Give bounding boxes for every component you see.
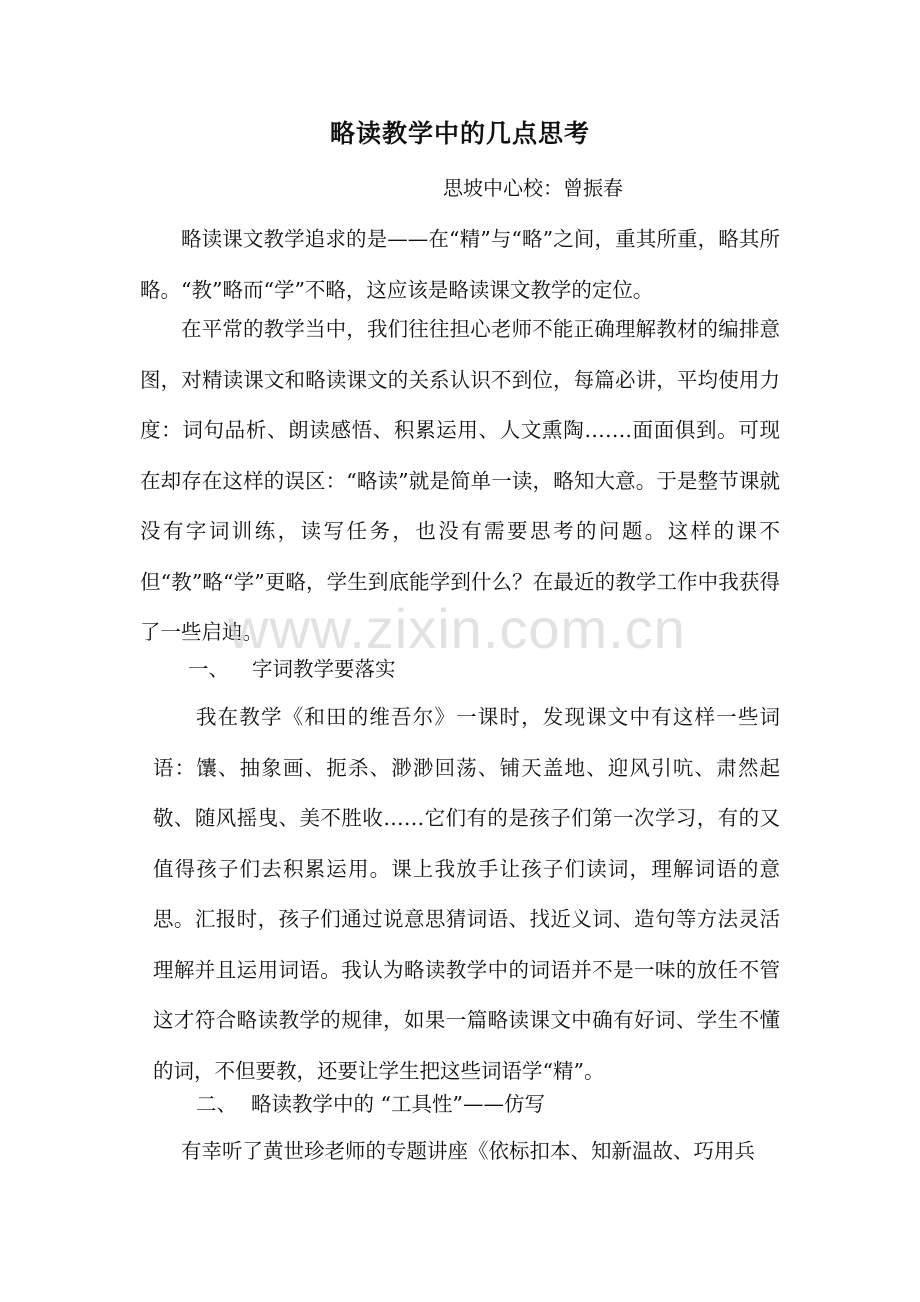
paragraph-vocabulary: 我在教学《和田的维吾尔》一课时，发现课文中有这样一些词语：馕、抽象画、扼杀、渺渺回荡、铺天盖地、迎风引吭、肃然起敬、随风摇曳、美不胜收……它们有的是孩子们第一次学习，有的又值得孩子们去积累运用。课上我放手让孩子们读词，理解词语的意思。汇报时，孩子们通过说意思猜词语、找近义词、造句等方法灵活理解并且运用词语。我认为略读教学中的词语并不是一味的放任不管这才符合略读教学的规律，如果一篇略读课文中确有好词、学生不懂的词，不但要教，还要让学生把这些词语学“精”。	[153, 705, 780, 1083]
paragraph-imitation-writing: 有幸听了黄世珍老师的专题讲座《依标扣本、知新温故、巧用兵	[181, 1139, 755, 1163]
section-heading-2-text: 略读教学中的 “工具性”——仿写	[251, 1092, 545, 1116]
section-heading-1-number: 一、	[188, 657, 229, 681]
section-heading-1	[188, 644, 396, 695]
section-heading-2-number: 二、	[196, 1092, 237, 1116]
document-title: 略读教学中的几点思考	[329, 119, 590, 148]
author-line: 思坡中心校：曾振春	[443, 176, 623, 200]
watermark: www.zixin.com.cn	[228, 597, 686, 660]
paragraph-intro: 略读课文教学追求的是——在“精”与“略”之间，重其所重，略其所略。“教”略而“学”不略，这应该是略读课文教学的定位。	[140, 227, 780, 302]
section-heading-2	[196, 1079, 545, 1130]
paragraph-problem: 在平常的教学当中，我们往往担心老师不能正确理解教材的编排意图，对精读课文和略读课文的关系认识不到位，每篇必讲，平均使用力度：词句品析、朗读感悟、积累运用、人文熏陶…….面面俱到。可现在却存在这样的误区：“略读”就是简单一读，略知大意。于是整节课就没有字词训练，读写任务，也没有需要思考的问题。这样的课不但“教”略“学”更略，学生到底能学到什么？在最近的教学工作中我获得了一些启迪。	[140, 317, 780, 644]
section-heading-1-text: 字词教学要落实	[252, 657, 396, 681]
